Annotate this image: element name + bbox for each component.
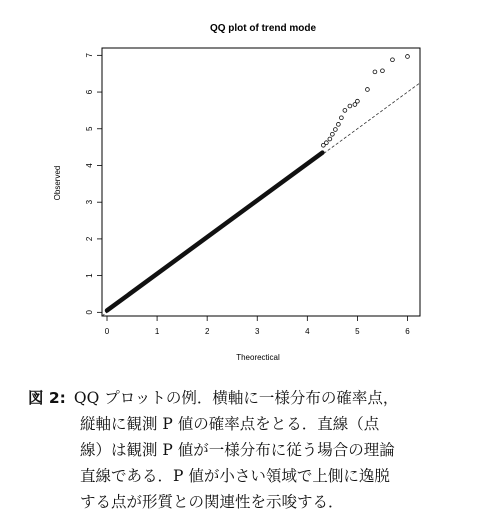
data-point: [324, 141, 328, 145]
x-axis-label: Theorectical: [236, 353, 280, 362]
data-point: [339, 116, 343, 120]
y-tick-label: 4: [85, 163, 94, 168]
y-axis-label: Observed: [53, 165, 62, 201]
tail-points: [321, 55, 409, 148]
x-tick-label: 6: [405, 327, 410, 336]
data-point: [373, 70, 377, 74]
data-point: [381, 69, 385, 73]
caption-line-4: 直線である．P 値が小さい領域で上側に逸脱: [80, 467, 390, 485]
caption-line-3: 線）は観測 P 値が一様分布に従う場合の理論: [80, 441, 395, 459]
x-tick-label: 1: [154, 327, 160, 336]
y-tick-label: 1: [85, 273, 94, 278]
x-tick-label: 5: [355, 327, 360, 336]
figure-caption: [28, 385, 468, 515]
data-point: [330, 132, 334, 136]
plot-frame: [102, 48, 420, 316]
x-tick-label: 2: [204, 327, 210, 336]
chart-title: QQ plot of trend mode: [209, 23, 317, 34]
caption-line-5: する点が形質との関連性を示唆する．: [80, 493, 344, 511]
data-point: [343, 109, 347, 113]
x-tick-label: 3: [255, 327, 260, 336]
data-point: [391, 58, 395, 62]
data-point: [356, 99, 360, 103]
caption-line-1: QQ プロットの例．横軸に一様分布の確率点，: [73, 389, 399, 407]
data-point: [336, 122, 340, 126]
dense-point-band: [107, 153, 322, 311]
y-tick-label: 3: [85, 199, 94, 205]
y-tick-label: 5: [85, 126, 94, 131]
caption-label: 図 2:: [28, 389, 66, 407]
data-point: [333, 128, 337, 132]
y-tick-label: 6: [85, 89, 94, 95]
data-point: [328, 137, 332, 141]
y-tick-label: 0: [85, 310, 94, 315]
y-tick-label: 7: [85, 53, 94, 58]
data-point: [406, 55, 410, 59]
x-tick-label: 4: [305, 327, 310, 336]
caption-line-2: 縦軸に観測 P 値の確率点をとる．直線（点: [80, 415, 380, 433]
y-tick-label: 2: [85, 236, 94, 242]
data-point: [348, 104, 352, 108]
x-tick-label: 0: [104, 327, 110, 336]
data-point: [366, 88, 370, 92]
